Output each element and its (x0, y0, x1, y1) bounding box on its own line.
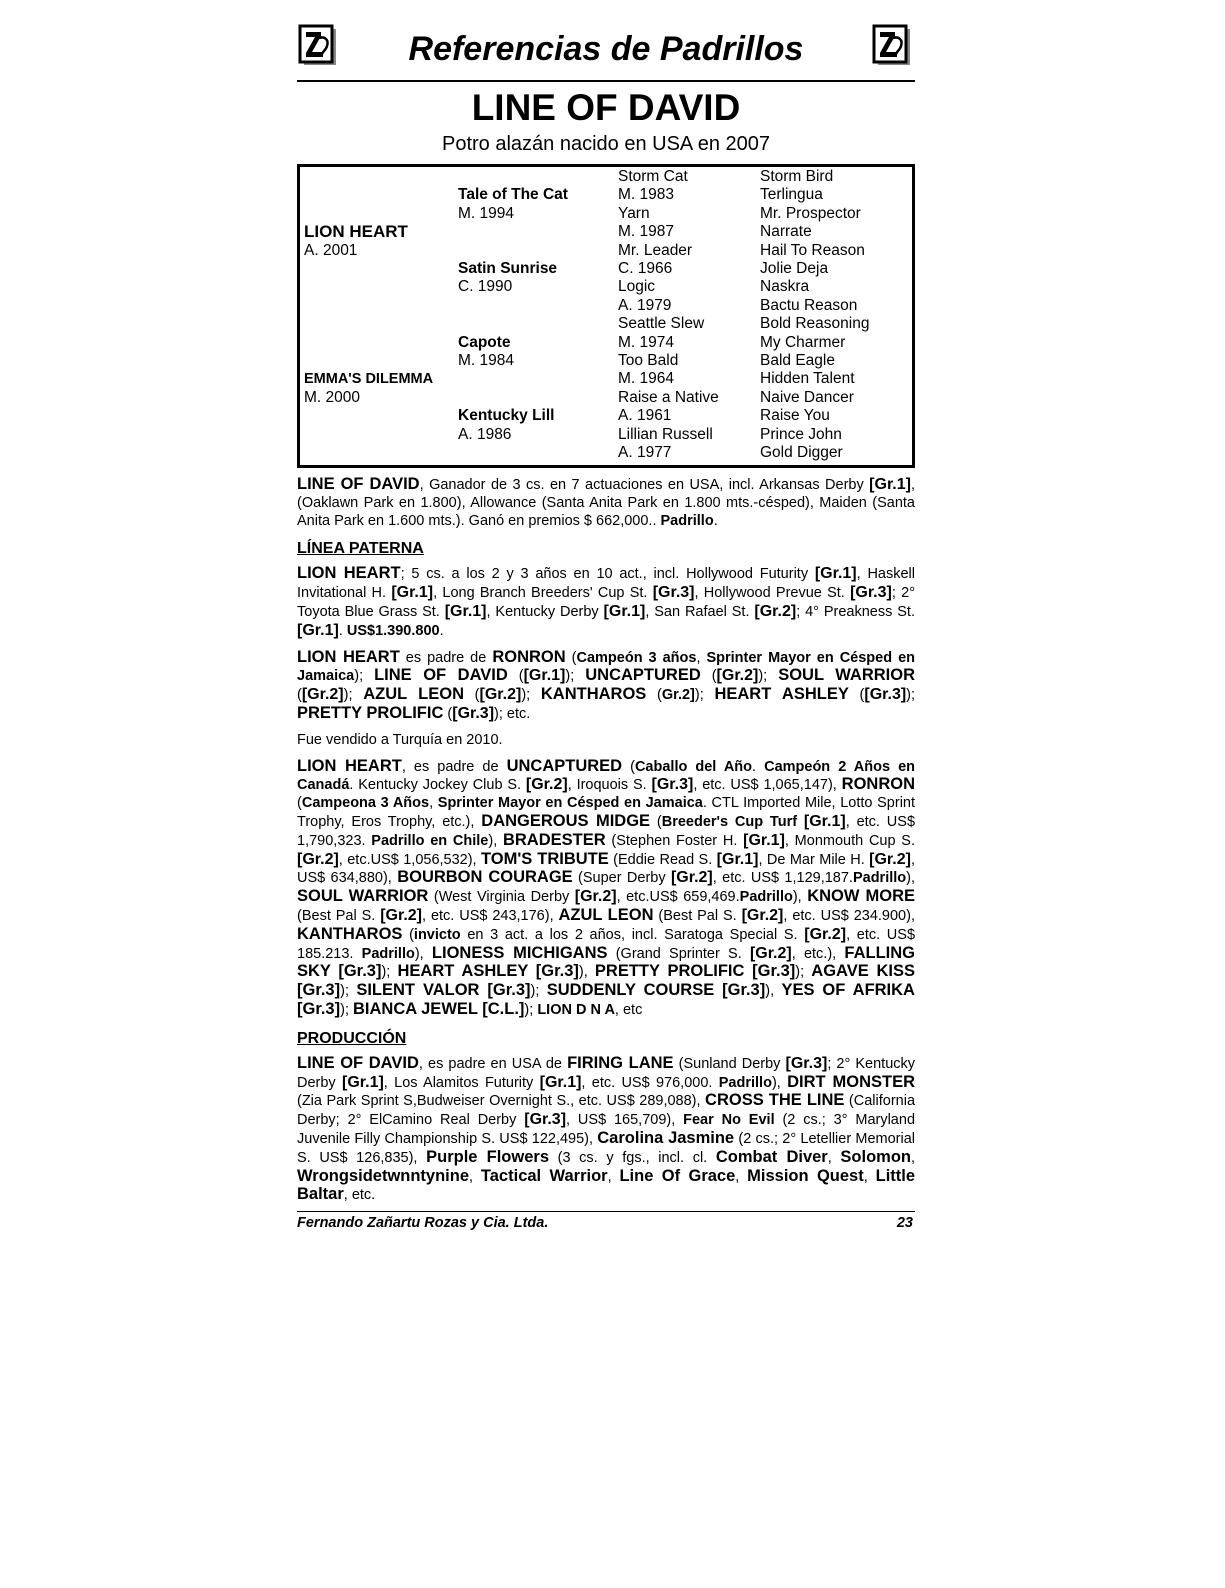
pedigree-row (304, 426, 910, 444)
pedigree-row (304, 223, 910, 241)
pedigree-row (304, 407, 910, 425)
pedigree-cell: My Charmer (760, 333, 846, 351)
pedigree-cell: M. 1984 (458, 352, 515, 370)
sold-paragraph: Fue vendido a Turquía en 2010. (297, 731, 503, 748)
pedigree-cell (458, 223, 618, 241)
pedigree-cell: Hidden Talent (760, 370, 855, 388)
pedigree-cell: EMMA'S DILEMMA (304, 371, 434, 388)
pedigree-cell: Mr. Prospector (760, 204, 861, 222)
pedigree-cell: Raise You (760, 407, 830, 425)
pedigree-cell: Narrate (760, 223, 812, 241)
pedigree-cell (304, 315, 458, 333)
pedigree-cell: C. 1990 (458, 278, 513, 296)
pedigree-cell: Capote (458, 333, 511, 351)
pedigree-cell: Naskra (760, 278, 810, 296)
pedigree-row (304, 370, 910, 388)
pedigree-row (304, 315, 910, 333)
horse-logo-icon (871, 24, 913, 68)
pedigree-cell (458, 389, 618, 407)
pedigree-cell: A. 1961 (618, 407, 672, 425)
pedigree-cell: Logic (618, 278, 656, 296)
pedigree-cell: Bold Reasoning (760, 315, 870, 333)
sire-offspring-detail-paragraph: LION HEART, es padre de UNCAPTURED (Caballo del Año. Campeón 2 Años en Canadá. Kentucky Jockey Club S. [Gr.2], Iroquois S. [Gr.3], etc. US$ 1,065,147), RONRON (Campeona 3 Años, Sprinter Mayor en Césped en Jamaica. CTL Imported Mile, Lotto Sprint Trophy, Eros Trophy, etc.), DANGEROUS MIDGE (Breeder's Cup Turf [Gr.1], etc. US$ 1,790,323. Padrillo en Chile), BRADESTER (Stephen Foster H. [Gr.1], Monmouth Cup S. [Gr.2], etc.US$ 1,056,532), TOM'S TRIBUTE (Eddie Read S. [Gr.1], De Mar Mile H. [Gr.2], US$ 634,880), BOURBON COURAGE (Super Derby [Gr.2], etc. US$ 1,129,187.Padrillo), SOUL WARRIOR (West Virginia Derby [Gr.2], etc.US$ 659,469.Padrillo), KNOW MORE (Best Pal S. [Gr.2], etc. US$ 243,176), AZUL LEON (Best Pal S. [Gr.2], etc. US$ 234.900), KANTHAROS (invicto en 3 act. a los 2 años, incl. Saratoga Special S. [Gr.2], etc. US$ 185.213. Padrillo), LIONESS MICHIGANS (Grand Sprinter S. [Gr.2], etc.), FALLING SKY [Gr.3]); HEART ASHLEY [Gr.3]), PRETTY PROLIFIC [Gr.3]); AGAVE KISS [Gr.3]); SILENT VALOR [Gr.3]); SUDDENLY COURSE [Gr.3]), YES OF AFRIKA [Gr.3]); BIANCA JEWEL [C.L.]); LION D N A, etc (297, 756, 916, 1018)
pedigree-cell: Kentucky Lill (458, 407, 555, 425)
pedigree-cell: Yarn (618, 204, 650, 222)
pedigree-cell: Mr. Leader (618, 241, 693, 259)
pedigree-cell (304, 186, 458, 204)
horse-subtitle: Potro alazán nacido en USA en 2007 (441, 133, 771, 155)
page-number: 23 (896, 1215, 913, 1232)
pedigree-cell: Gold Digger (760, 444, 843, 462)
pedigree-cell: Jolie Deja (760, 260, 829, 278)
page-footer (297, 1211, 915, 1235)
pedigree-cell (304, 260, 458, 278)
pedigree-cell (304, 334, 458, 352)
page-header (297, 22, 915, 82)
pedigree-row (304, 334, 910, 352)
pedigree-cell: Bald Eagle (760, 352, 835, 370)
pedigree-cell: Terlingua (760, 186, 823, 204)
pedigree-cell: M. 2000 (304, 388, 361, 406)
pedigree-cell: Too Bald (618, 352, 679, 370)
pedigree-cell: M. 1983 (618, 186, 675, 204)
pedigree-row (304, 297, 910, 315)
pedigree-row (304, 260, 910, 278)
pedigree-row (304, 168, 910, 186)
pedigree-cell (458, 168, 618, 186)
footer-company: Fernando Zañartu Rozas y Cia. Ltda. (297, 1215, 549, 1232)
pedigree-cell: A. 1977 (618, 444, 672, 462)
intro-paragraph: LINE OF DAVID, Ganador de 3 cs. en 7 actuaciones en USA, incl. Arkansas Derby [Gr.1], (Oaklawn Park en 1.800), Allowance (Santa Anita Park en 1.800 mts.-césped), Maiden (Santa Anita Park en 1.600 mts.). Ganó en premios $ 662,000.. Padrillo. (297, 475, 915, 529)
pedigree-row (304, 352, 910, 370)
pedigree-cell: Bactu Reason (760, 296, 858, 314)
pedigree-cell: LION HEART (304, 222, 408, 242)
pedigree-cell (458, 370, 618, 388)
pedigree-row (304, 186, 910, 204)
horse-name: LINE OF DAVID (471, 87, 741, 128)
body-text (297, 476, 915, 1205)
pedigree-cell: A. 1986 (458, 425, 512, 443)
pedigree-cell: Naive Dancer (760, 388, 854, 406)
pedigree-cell: M. 1987 (618, 223, 675, 241)
section-heading-paterna: LÍNEA PATERNA (297, 540, 424, 558)
pedigree-row (304, 444, 910, 462)
pedigree-cell: A. 1979 (618, 296, 672, 314)
pedigree-cell: M. 1994 (458, 204, 515, 222)
pedigree-row (304, 205, 910, 223)
pedigree-cell: Lillian Russell (618, 425, 713, 443)
pedigree-cell (304, 205, 458, 223)
pedigree-cell: Raise a Native (618, 388, 719, 406)
pedigree-cell (304, 168, 458, 186)
pedigree-row (304, 278, 910, 296)
pedigree-row (304, 242, 910, 260)
document-page (297, 22, 915, 1235)
pedigree-cell: Hail To Reason (760, 241, 865, 259)
sire-offspring-paragraph: LION HEART es padre de RONRON (Campeón 3 años, Sprinter Mayor en Césped en Jamaica); LINE OF DAVID ([Gr.1]); UNCAPTURED ([Gr.2]); SOUL WARRIOR ([Gr.2]); AZUL LEON ([Gr.2]); KANTHAROS (Gr.2]); HEART ASHLEY ([Gr.3]); PRETTY PROLIFIC ([Gr.3]); etc. (297, 647, 916, 722)
pedigree-cell (304, 407, 458, 425)
pedigree-cell (458, 242, 618, 260)
pedigree-cell: Seattle Slew (618, 315, 705, 333)
pedigree-cell: C. 1966 (618, 260, 673, 278)
pedigree-cell: Prince John (760, 425, 842, 443)
pedigree-cell (458, 297, 618, 315)
pedigree-cell: Storm Bird (760, 168, 834, 185)
pedigree-cell: Tale of The Cat (458, 186, 568, 204)
pedigree-cell (304, 352, 458, 370)
pedigree-cell (458, 444, 618, 462)
production-paragraph: LINE OF DAVID, es padre en USA de FIRING LANE (Sunland Derby [Gr.3]; 2° Kentucky Derby [Gr.1], Los Alamitos Futurity [Gr.1], etc. US$ 976,000. Padrillo), DIRT MONSTER (Zia Park Sprint S,Budweiser Overnight S., etc. US$ 289,088), CROSS THE LINE (California Derby; 2° ElCamino Real Derby [Gr.3], US$ 165,709), Fear No Evil (2 cs.; 3° Maryland Juvenile Filly Championship S. US$ 122,495), Carolina Jasmine (2 cs.; 2° Letellier Memorial S. US$ 126,835), Purple Flowers (3 cs. y fgs., incl. cl. Combat Diver, Solomon, Wrongsidetwnntynine, Tactical Warrior, Line Of Grace, Mission Quest, Little Baltar, etc. (297, 1053, 916, 1204)
pedigree-cell (304, 278, 458, 296)
section-heading-produccion: PRODUCCIÓN (297, 1029, 407, 1047)
pedigree-cell (304, 444, 458, 462)
pedigree-cell: M. 1974 (618, 333, 675, 351)
pedigree-cell (304, 297, 458, 315)
header-title: Referencias de Padrillos (408, 30, 804, 68)
pedigree-cell: M. 1964 (618, 370, 675, 388)
pedigree-box (297, 164, 915, 468)
pedigree-cell: Storm Cat (618, 168, 688, 185)
pedigree-row (304, 389, 910, 407)
pedigree-cell (458, 315, 618, 333)
sire-paragraph: LION HEART; 5 cs. a los 2 y 3 años en 10 act., incl. Hollywood Futurity [Gr.1], Haskell Invitational H. [Gr.1], Long Branch Breeders' Cup St. [Gr.3], Hollywood Prevue St. [Gr.3]; 2° Toyota Blue Grass St. [Gr.1], Kentucky Derby [Gr.1], San Rafael St. [Gr.2]; 4° Preakness St. [Gr.1]. US$1.390.800. (297, 564, 915, 639)
pedigree-cell: Satin Sunrise (458, 260, 558, 278)
pedigree-cell: A. 2001 (304, 241, 358, 259)
pedigree-cell (304, 426, 458, 444)
pedigree-table (304, 168, 910, 463)
